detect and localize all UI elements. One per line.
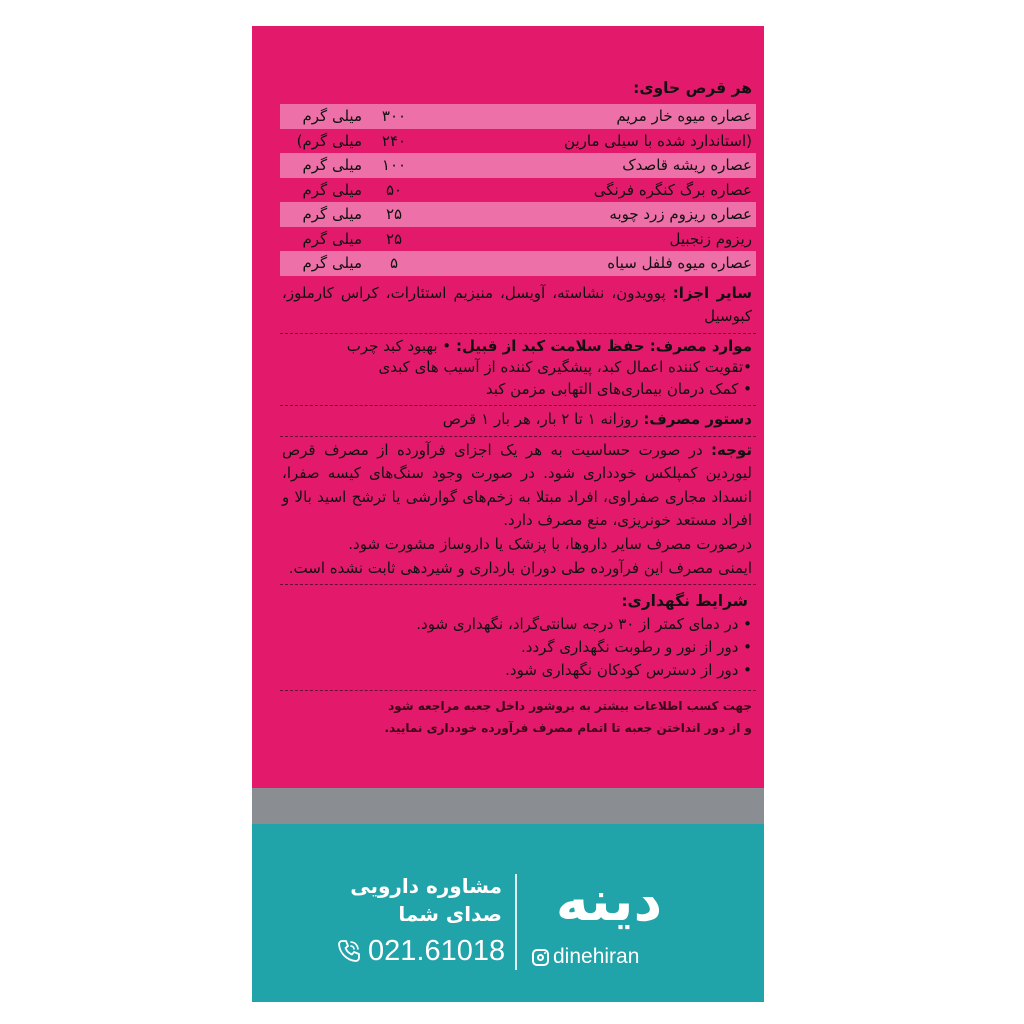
ingredient-unit: میلی گرم (302, 107, 362, 125)
brand-logo: دینه (555, 869, 663, 934)
footer-divider (515, 874, 517, 970)
ingredient-name: عصاره ریزوم زرد چوبه (609, 205, 752, 223)
consult-line: مشاوره دارویی (350, 874, 502, 898)
table-row (280, 251, 756, 276)
phone-icon (336, 938, 362, 964)
ingredient-unit: میلی گرم (302, 205, 362, 223)
ingredient-amount: ۳۰۰ (381, 107, 407, 125)
ingredient-name: (استاندارد شده با سیلی مارین (564, 131, 752, 150)
other-ingredients-text: پوویدون، نشاسته، آویسل، منیزیم استئارات، کراس کارملوز، کبوسیل (282, 283, 752, 326)
uses-line: • کمک درمان بیماری‌های التهابی مزمن کبد (485, 380, 752, 399)
warning-line: درصورت مصرف سایر داروها، با پزشک یا داروساز مشورت شود. (348, 535, 752, 554)
consult-block (312, 872, 502, 928)
ingredient-amount: ۲۵ (385, 229, 403, 248)
dosage-section (280, 405, 756, 434)
phone-number: 021.61018 (368, 935, 506, 967)
ingredient-amount: ۲۵ (385, 205, 403, 223)
storage-section (280, 584, 756, 684)
ingredient-amount: ۱۰۰ (381, 156, 407, 174)
ingredient-name: عصاره برگ کنگره فرنگی (593, 180, 752, 199)
ingredient-name: عصاره میوه خار مریم (616, 107, 752, 125)
storage-item: • در دمای کمتر از ۳۰ درجه سانتی‌گراد، نگهداری شود. (416, 615, 752, 634)
dosage-text: روزانه ۱ تا ۲ بار، هر بار ۱ قرص (442, 410, 639, 429)
ingredient-name: عصاره ریشه قاصدک (622, 156, 752, 174)
warning-label: توجه: (711, 440, 752, 459)
instagram-handle (532, 944, 639, 970)
table-row (280, 129, 756, 154)
info-content (280, 76, 756, 739)
ingredient-unit: میلی گرم) (296, 131, 362, 150)
ingredient-unit: میلی گرم (302, 254, 362, 272)
ingredient-unit: میلی گرم (302, 180, 362, 199)
note-line: جهت کسب اطلاعات بیشتر به بروشور داخل جعبه مراجعه شود (388, 699, 752, 714)
warning-text: در صورت حساسیت به هر یک اجزای فرآورده از مصرف قرص لیوردین کمپلکس خودداری شود. در صورت وجود سنگ‌های کیسه صفرا، انسداد مجاری صفراوی، افراد مبتلا به زخم‌های گوارشی یا ترشح اسید بالا و افراد مستعد خونریزی، منع مصرف دارد. (282, 440, 752, 530)
other-ingredients-label: سایر اجزا: (672, 283, 752, 302)
ingredient-unit: میلی گرم (302, 229, 362, 248)
storage-item: • دور از دسترس کودکان نگهداری شود. (505, 661, 752, 680)
consult-line: صدای شما (398, 902, 502, 926)
uses-section (280, 333, 756, 403)
ingredient-name: ریزوم زنجبیل (669, 229, 752, 248)
uses-line: •تقویت کننده اعمال کبد، پیشگیری کننده از آسیب های کبدی (378, 358, 752, 377)
ingredient-unit: میلی گرم (302, 156, 362, 174)
grey-band (252, 788, 764, 824)
table-row (280, 227, 756, 252)
storage-item: • دور از نور و رطوبت نگهداری گردد. (521, 638, 752, 657)
ingredient-amount: ۲۴۰ (381, 131, 407, 150)
table-row (280, 202, 756, 227)
warning-line: ایمنی مصرف این فرآورده طی دوران بارداری و شیردهی ثابت نشده است. (288, 558, 752, 577)
ingredient-amount: ۵۰ (385, 180, 403, 199)
uses-line: • بهبود کبد چرب (346, 336, 452, 355)
ingredients-table (280, 104, 756, 276)
footer-panel (252, 824, 764, 1002)
phone-block (336, 934, 505, 968)
storage-label: شرایط نگهداری: (621, 592, 748, 611)
instagram-icon (532, 949, 549, 966)
table-row (280, 104, 756, 129)
product-box-panel (252, 26, 764, 1002)
brochure-note (280, 690, 756, 739)
table-row (280, 178, 756, 203)
note-line: و از دور انداختن جعبه تا اتمام مصرف فرآورده خودداری نمایید. (384, 721, 752, 736)
other-ingredients (280, 280, 756, 331)
ingredient-name: عصاره میوه فلفل سیاه (607, 254, 752, 272)
composition-heading: هر قرص حاوی: (633, 79, 752, 97)
info-panel (252, 26, 764, 788)
handle-text: dinehiran (553, 945, 640, 968)
ingredient-amount: ۵ (389, 254, 399, 272)
uses-label: موارد مصرف: حفظ سلامت کبد از قبیل: (455, 336, 752, 355)
warning-section (280, 436, 756, 583)
table-row (280, 153, 756, 178)
dosage-label: دستور مصرف: (643, 410, 752, 429)
